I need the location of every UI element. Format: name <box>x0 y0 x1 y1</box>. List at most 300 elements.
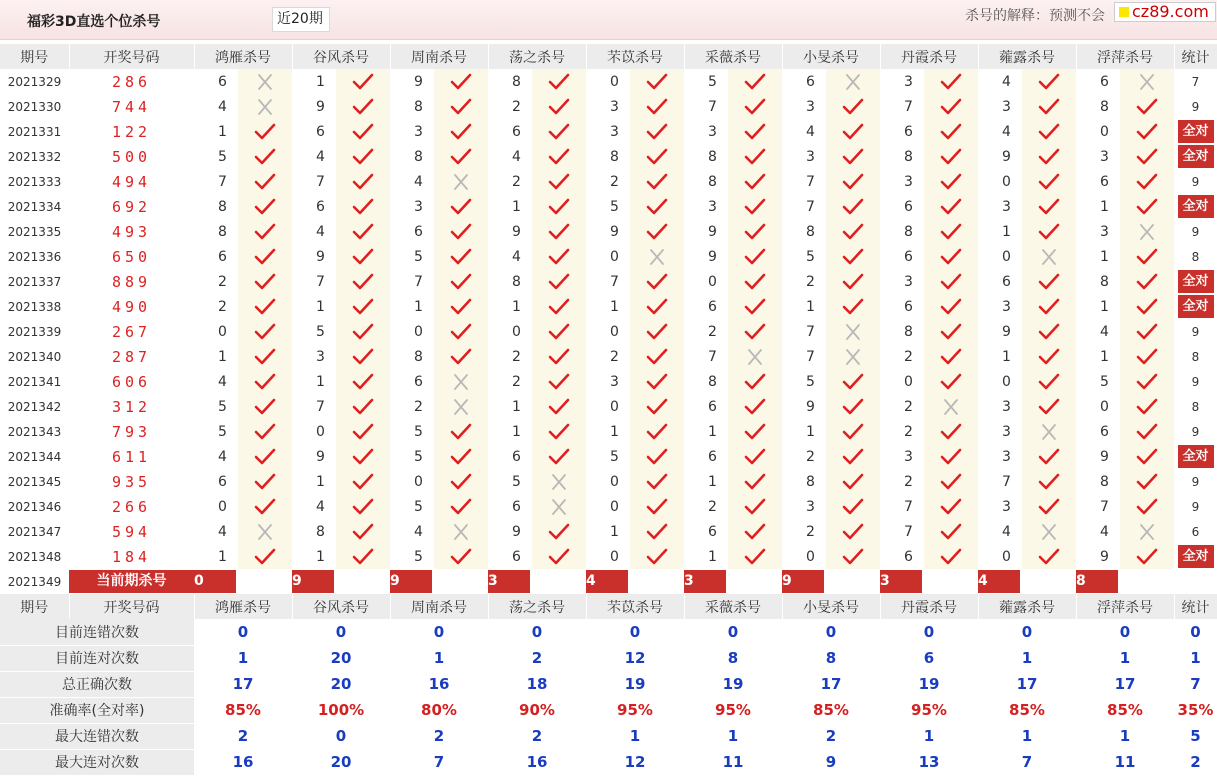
summary-value: 85% <box>225 701 261 719</box>
kill-result-cell <box>924 369 978 394</box>
check-icon <box>548 323 570 341</box>
kill-result-cell <box>924 94 978 119</box>
kill-number-cell: 3 <box>1002 298 1011 315</box>
kill-number-cell: 7 <box>904 98 913 115</box>
kill-number-cell: 0 <box>610 548 619 565</box>
kill-number-cell: 1 <box>218 348 227 365</box>
kill-result-cell <box>336 544 390 569</box>
kill-result-cell <box>336 69 390 94</box>
kill-result-cell <box>630 269 684 294</box>
kill-result-cell <box>238 294 292 319</box>
kill-result-cell <box>434 294 488 319</box>
kill-number-cell: 7 <box>708 98 717 115</box>
kill-result-cell <box>826 469 880 494</box>
column-header: 丹霞杀号 <box>880 594 978 619</box>
period-cell: 2021344 <box>7 449 62 464</box>
summary-value: 0 <box>629 623 641 641</box>
cross-icon <box>1038 248 1060 266</box>
kill-number-cell: 9 <box>806 398 815 415</box>
check-icon <box>548 548 570 566</box>
current-kill-label: 当前期杀号 <box>69 570 194 593</box>
column-header: 蕹露杀号 <box>978 594 1076 619</box>
check-icon <box>1136 348 1158 366</box>
check-icon <box>744 198 766 216</box>
kill-number-cell: 2 <box>904 473 913 490</box>
check-icon <box>352 348 374 366</box>
kill-number-cell: 0 <box>1002 373 1011 390</box>
kill-number-cell: 3 <box>904 273 913 290</box>
kill-result-cell <box>1120 294 1174 319</box>
column-header: 蕹露杀号 <box>978 44 1076 69</box>
kill-result-cell <box>826 294 880 319</box>
kill-number-cell: 7 <box>1100 498 1109 515</box>
kill-result-cell <box>336 269 390 294</box>
draw-number-cell: 611 <box>111 447 152 466</box>
kill-number-cell: 6 <box>806 73 815 90</box>
kill-result-cell <box>434 94 488 119</box>
kill-result-cell <box>728 119 782 144</box>
kill-number-cell: 3 <box>610 98 619 115</box>
summary-value: 1 <box>433 649 445 667</box>
kill-result-cell <box>728 219 782 244</box>
current-kill-cell <box>880 569 924 594</box>
kill-result-cell <box>728 544 782 569</box>
kill-number-cell: 8 <box>414 98 423 115</box>
kill-result-cell <box>728 444 782 469</box>
kill-number-cell: 4 <box>218 373 227 390</box>
cross-icon <box>548 473 570 491</box>
check-icon <box>450 98 472 116</box>
kill-number-cell: 9 <box>414 73 423 90</box>
current-kill-cell <box>586 569 630 594</box>
site-badge[interactable] <box>1114 2 1216 22</box>
stat-cell: 9 <box>1191 424 1200 439</box>
kill-result-cell <box>630 494 684 519</box>
check-icon <box>352 298 374 316</box>
kill-number-cell: 4 <box>1002 523 1011 540</box>
column-header: 统计 <box>1174 594 1217 619</box>
summary-value: 2 <box>433 727 445 745</box>
period-cell: 2021347 <box>7 524 62 539</box>
column-header: 荡之杀号 <box>488 44 586 69</box>
check-icon <box>1136 148 1158 166</box>
kill-number-cell: 2 <box>610 348 619 365</box>
kill-result-cell <box>238 269 292 294</box>
check-icon <box>940 523 962 541</box>
check-icon <box>646 123 668 141</box>
kill-result-cell <box>1022 294 1076 319</box>
check-icon <box>940 498 962 516</box>
kill-number-cell: 2 <box>512 173 521 190</box>
check-icon <box>254 248 276 266</box>
kill-result-cell <box>630 344 684 369</box>
period-range-select[interactable]: 近20期 <box>272 7 330 32</box>
summary-value: 85% <box>1107 701 1143 719</box>
kill-number-cell: 6 <box>1100 73 1109 90</box>
kill-result-cell <box>434 269 488 294</box>
draw-number-cell: 266 <box>111 497 152 516</box>
draw-number-cell: 312 <box>111 397 152 416</box>
kill-result-cell <box>434 144 488 169</box>
table-row <box>0 244 1217 269</box>
period-cell: 2021343 <box>7 424 62 439</box>
column-header: 鸿雁杀号 <box>194 594 292 619</box>
kill-result-cell <box>728 394 782 419</box>
kill-result-cell <box>1022 69 1076 94</box>
check-icon <box>254 498 276 516</box>
kill-number-cell: 1 <box>1100 248 1109 265</box>
kill-number-cell: 7 <box>1002 473 1011 490</box>
kill-result-cell <box>532 469 586 494</box>
kill-result-cell <box>238 219 292 244</box>
kill-result-cell <box>728 144 782 169</box>
summary-value: 0 <box>531 623 543 641</box>
cross-icon <box>450 523 472 541</box>
kill-result-cell <box>336 294 390 319</box>
summary-value: 11 <box>722 753 744 771</box>
kill-number-cell: 1 <box>610 298 619 315</box>
kill-result-cell <box>434 194 488 219</box>
summary-value: 95% <box>911 701 947 719</box>
table-row <box>0 494 1217 519</box>
check-icon <box>254 298 276 316</box>
check-icon <box>450 248 472 266</box>
kill-number-cell: 6 <box>1100 423 1109 440</box>
kill-result-cell <box>238 244 292 269</box>
summary-value: 17 <box>232 675 254 693</box>
kill-number-cell: 6 <box>904 248 913 265</box>
kill-number-table <box>0 44 1217 776</box>
check-icon <box>940 323 962 341</box>
kill-result-cell <box>532 519 586 544</box>
summary-value: 95% <box>617 701 653 719</box>
column-header: 周南杀号 <box>390 44 488 69</box>
kill-number-cell: 4 <box>414 173 423 190</box>
column-header: 期号 <box>0 594 69 619</box>
kill-number-cell: 2 <box>904 348 913 365</box>
kill-result-cell <box>532 344 586 369</box>
summary-value: 12 <box>624 649 646 667</box>
check-icon <box>1038 323 1060 341</box>
kill-number-cell: 5 <box>610 448 619 465</box>
check-icon <box>940 248 962 266</box>
check-icon <box>450 148 472 166</box>
kill-result-cell <box>826 269 880 294</box>
check-icon <box>646 198 668 216</box>
kill-result-cell <box>434 344 488 369</box>
draw-number-cell: 267 <box>111 322 152 341</box>
check-icon <box>744 548 766 566</box>
kill-number-cell: 1 <box>512 423 521 440</box>
period-cell: 2021341 <box>7 374 62 389</box>
check-icon <box>450 123 472 141</box>
draw-number-cell: 286 <box>111 72 152 91</box>
check-icon <box>1038 448 1060 466</box>
kill-number-cell: 1 <box>316 548 325 565</box>
kill-result-cell <box>630 394 684 419</box>
kill-number-cell: 0 <box>1002 173 1011 190</box>
cross-icon <box>450 373 472 391</box>
kill-number-cell: 3 <box>806 148 815 165</box>
check-icon <box>842 473 864 491</box>
kill-result-cell <box>1120 469 1174 494</box>
kill-number-cell: 1 <box>806 423 815 440</box>
check-icon <box>352 73 374 91</box>
check-icon <box>940 373 962 391</box>
check-icon <box>1136 473 1158 491</box>
check-icon <box>548 98 570 116</box>
summary-value: 12 <box>624 753 646 771</box>
kill-result-cell <box>728 419 782 444</box>
kill-number-cell: 1 <box>1100 298 1109 315</box>
check-icon <box>1136 498 1158 516</box>
check-icon <box>352 98 374 116</box>
kill-result-cell <box>924 269 978 294</box>
kill-result-cell <box>336 194 390 219</box>
kill-result-cell <box>630 144 684 169</box>
kill-result-cell <box>336 244 390 269</box>
kill-result-cell <box>1022 494 1076 519</box>
kill-result-cell <box>924 144 978 169</box>
kill-number-cell: 5 <box>218 423 227 440</box>
kill-number-cell: 5 <box>218 148 227 165</box>
kill-number-cell: 0 <box>610 248 619 265</box>
kill-number-cell: 8 <box>1100 473 1109 490</box>
cross-icon <box>548 498 570 516</box>
kill-result-cell <box>1022 394 1076 419</box>
kill-result-cell <box>1120 119 1174 144</box>
kill-result-cell <box>238 519 292 544</box>
check-icon <box>254 348 276 366</box>
kill-result-cell <box>238 319 292 344</box>
check-icon <box>1038 498 1060 516</box>
cross-icon <box>842 323 864 341</box>
kill-number-cell: 6 <box>218 473 227 490</box>
check-icon <box>744 248 766 266</box>
kill-number-cell: 9 <box>1002 323 1011 340</box>
kill-number-cell: 6 <box>904 298 913 315</box>
kill-number-cell: 7 <box>316 173 325 190</box>
kill-number-cell: 1 <box>806 298 815 315</box>
check-icon <box>744 398 766 416</box>
kill-result-cell <box>924 419 978 444</box>
kill-number-cell: 4 <box>512 248 521 265</box>
kill-result-cell <box>826 194 880 219</box>
kill-result-cell <box>924 119 978 144</box>
kill-number-cell: 1 <box>512 198 521 215</box>
kill-result-cell <box>630 169 684 194</box>
kill-number-cell: 7 <box>414 273 423 290</box>
summary-value: 90% <box>519 701 555 719</box>
footer-header-row <box>0 594 1217 619</box>
kill-result-cell <box>532 94 586 119</box>
check-icon <box>548 298 570 316</box>
kill-number-cell: 3 <box>1002 198 1011 215</box>
kill-number-cell: 9 <box>512 223 521 240</box>
kill-result-cell <box>336 344 390 369</box>
check-icon <box>548 398 570 416</box>
kill-number-cell: 4 <box>218 523 227 540</box>
column-header: 浮萍杀号 <box>1076 44 1174 69</box>
kill-number-cell: 0 <box>610 498 619 515</box>
summary-value: 1 <box>1190 649 1201 667</box>
kill-number-cell: 8 <box>1100 273 1109 290</box>
check-icon <box>450 323 472 341</box>
kill-result-cell <box>630 294 684 319</box>
kill-number-cell: 3 <box>904 448 913 465</box>
check-icon <box>352 498 374 516</box>
cross-icon <box>1136 523 1158 541</box>
check-icon <box>1136 273 1158 291</box>
kill-result-cell <box>728 494 782 519</box>
summary-label: 目前连错次数 <box>0 619 194 645</box>
kill-number-cell: 6 <box>414 223 423 240</box>
check-icon <box>940 198 962 216</box>
table-row <box>0 419 1217 444</box>
summary-value: 85% <box>813 701 849 719</box>
check-icon <box>1136 448 1158 466</box>
kill-result-cell <box>238 494 292 519</box>
check-icon <box>352 198 374 216</box>
kill-result-cell <box>1022 119 1076 144</box>
kill-result-cell <box>728 294 782 319</box>
kill-result-cell <box>1120 444 1174 469</box>
kill-number-cell: 8 <box>512 73 521 90</box>
kill-result-cell <box>728 519 782 544</box>
kill-result-cell <box>924 319 978 344</box>
column-header: 周南杀号 <box>390 594 488 619</box>
kill-number-cell: 9 <box>610 223 619 240</box>
cross-icon <box>450 173 472 191</box>
summary-value: 17 <box>1016 675 1038 693</box>
kill-result-cell <box>728 269 782 294</box>
check-icon <box>1136 248 1158 266</box>
kill-result-cell <box>1120 194 1174 219</box>
kill-number-cell: 2 <box>806 273 815 290</box>
current-kill-badge: 4 <box>978 570 1020 593</box>
kill-number-cell: 1 <box>316 73 325 90</box>
kill-result-cell <box>728 194 782 219</box>
check-icon <box>940 173 962 191</box>
kill-result-cell <box>1120 69 1174 94</box>
kill-number-cell: 5 <box>806 373 815 390</box>
kill-number-cell: 5 <box>708 73 717 90</box>
kill-number-cell: 4 <box>1002 123 1011 140</box>
kill-result-cell <box>924 344 978 369</box>
check-icon <box>646 298 668 316</box>
check-icon <box>352 448 374 466</box>
column-header: 谷风杀号 <box>292 44 390 69</box>
check-icon <box>744 123 766 141</box>
kill-number-cell: 8 <box>904 148 913 165</box>
kill-result-cell <box>630 319 684 344</box>
summary-value: 0 <box>923 623 935 641</box>
current-kill-badge: 9 <box>292 570 334 593</box>
kill-number-cell: 8 <box>218 198 227 215</box>
check-icon <box>744 498 766 516</box>
summary-value: 1 <box>1119 727 1131 745</box>
kill-result-cell <box>434 244 488 269</box>
cross-icon <box>940 398 962 416</box>
kill-result-cell <box>238 94 292 119</box>
column-header: 采薇杀号 <box>684 44 782 69</box>
kill-number-cell: 1 <box>610 423 619 440</box>
period-cell: 2021332 <box>7 149 62 164</box>
check-icon <box>352 373 374 391</box>
kill-number-cell: 1 <box>1100 198 1109 215</box>
draw-number-cell: 494 <box>111 172 152 191</box>
check-icon <box>352 173 374 191</box>
check-icon <box>646 148 668 166</box>
summary-value: 17 <box>1114 675 1136 693</box>
cross-icon <box>1136 223 1158 241</box>
summary-value: 5 <box>1190 727 1201 745</box>
draw-number-cell: 650 <box>111 247 152 266</box>
check-icon <box>842 98 864 116</box>
kill-result-cell <box>826 544 880 569</box>
kill-result-cell <box>1120 544 1174 569</box>
check-icon <box>842 123 864 141</box>
kill-result-cell <box>238 444 292 469</box>
check-icon <box>646 98 668 116</box>
check-icon <box>1136 423 1158 441</box>
period-cell: 2021337 <box>7 274 62 289</box>
kill-number-cell: 0 <box>512 323 521 340</box>
summary-value: 0 <box>1021 623 1033 641</box>
kill-result-cell <box>728 319 782 344</box>
kill-result-cell <box>826 94 880 119</box>
current-kill-cell <box>194 569 238 594</box>
kill-result-cell <box>336 119 390 144</box>
column-header: 开奖号码 <box>69 594 194 619</box>
check-icon <box>548 173 570 191</box>
column-header: 芣苡杀号 <box>586 44 684 69</box>
check-icon <box>450 423 472 441</box>
kill-result-cell <box>238 344 292 369</box>
check-icon <box>548 123 570 141</box>
kill-number-cell: 5 <box>610 198 619 215</box>
column-header: 荡之杀号 <box>488 594 586 619</box>
kill-number-cell: 4 <box>316 223 325 240</box>
check-icon <box>744 448 766 466</box>
summary-value: 0 <box>237 623 249 641</box>
column-header: 浮萍杀号 <box>1076 594 1174 619</box>
kill-number-cell: 7 <box>218 173 227 190</box>
kill-number-cell: 1 <box>1100 348 1109 365</box>
kill-number-cell: 8 <box>316 523 325 540</box>
kill-number-cell: 0 <box>806 548 815 565</box>
check-icon <box>352 248 374 266</box>
kill-number-cell: 6 <box>512 548 521 565</box>
summary-value: 0 <box>825 623 837 641</box>
kill-result-cell <box>826 319 880 344</box>
kill-number-cell: 3 <box>316 348 325 365</box>
kill-number-cell: 6 <box>904 548 913 565</box>
kill-number-cell: 5 <box>806 248 815 265</box>
current-label-cell <box>69 569 194 594</box>
summary-value: 1 <box>237 649 249 667</box>
check-icon <box>548 73 570 91</box>
check-icon <box>254 398 276 416</box>
check-icon <box>254 123 276 141</box>
kill-result-cell <box>238 119 292 144</box>
kill-result-cell <box>532 369 586 394</box>
kill-result-cell <box>532 419 586 444</box>
kill-result-cell <box>336 169 390 194</box>
kill-number-cell: 0 <box>610 73 619 90</box>
stat-cell: 9 <box>1191 474 1200 489</box>
kill-result-cell <box>434 369 488 394</box>
